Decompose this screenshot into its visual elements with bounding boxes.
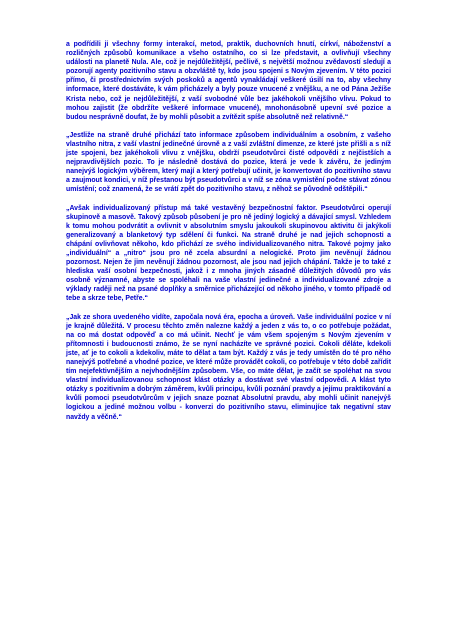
body-text xyxy=(66,40,391,431)
paragraph: „Jak ze shora uvedeného vidíte, započala nová éra, epocha a úroveň. Vaše individuální pozice v ní je krajně důležitá. V procesu těchto změn nalezne každý a jeden z vás to, o co potřebuje požádat, na co má dostat odpověď a co má učinit. Nechť je vám všem spojeným s Novým zjevením v přítomnosti i budoucnosti známo, že se nyní nacházíte ve správné pozici. Cokoli děláte, kdekoli jste, ať je to cokoli a kdekoliv, máte to dělat a tam být. Každý z vás je tedy umístěn do té pro něho nanejvýš potřebné a vhodné pozice, ve které může provádět cokoli, co potřebuje v této době zařídit tím nejefektivnějším a nejvhodnějším způsobem. Vše, co máte dělat, je začít se spoléhat na svou vlastní individualizovanou schopnost klást otázky a dostávat své vlastní odpovědi. A klást tyto otázky s pozitivním a dobrým záměrem, kvůli principu, kvůli poznání pravdy a jejímu praktikování a kvůli pomoci pseudotvůrcům v jejich snaze poznat Absolutní pravdu, aby mohli učinit nanejvýš logickou a jediné možnou volbu - konverzi do pozitivního stavu, eliminujíce tak negativní stav navždy a věčně.“ xyxy=(66,313,391,421)
paragraph: „Jestliže na straně druhé přichází tato informace způsobem individuálním a osobním, z vašeho vlastního nitra, z vaší vlastní jedinečné úrovně a z vaší zvláštní dimenze, ze které jste přišli a s níž jste spojeni, bez jakéhokoli vlivu z vnějšku, obdrží pseudotvůrci čisté odpovědi z nejčistších a nejpravdivějších pozic. To je následně dostává do pozice, která je vede k závěru, že jediným nanejvýš logickým výběrem, který mají a který potřebují učinit, je konvertovat do pozitivního stavu a zaujmout kondici, v níž přestanou být pseudotvůrci a v níž se zóna vymistění počne stávat zónou umístění; což znamená, že se vrátí zpět do pozitivního stavu, z něhož se původně odštěpili.“ xyxy=(66,131,391,194)
paragraph: „Avšak individualizovaný přístup má také vestavěný bezpečnostní faktor. Pseudotvůrci operují skupinově a masově. Takový způsob působení je pro ně jediný logický a dávající smysl. Vzhledem k tomu mohou podvrátit a ovlivnit v absolutním smyslu jakoukoli skupinovou aktivitu či jakýkoli generalizovaný a blanketový typ sdělení či funkci. Na straně druhé je nad jejich schopnosti a chápání ovlivňovat někoho, kdo přichází ze svého individualizovaného nitra. Takové pojmy jako „individuální“ a „nitro“ jsou pro ně zcela absurdní a nelogické. Proto jim nevěnují žádnou pozornost. Nejen že jim nevěnují žádnou pozornost, ale jsou nad jejich chápání. Takže je to také z hlediska vaší osobní bezpečnosti, jakož i z mnoha jiných zásadně důležitých důvodů pro vás osobně významné, abyste se spoléhali na vaše vlastní jedinečné a individualizované zdroje a výklady raději než na psané doplňky a směrnice přicházející od někoho jiného, v tomto případě od tebe a skrze tebe, Petře.“ xyxy=(66,204,391,303)
paragraph: a podřídili ji všechny formy interakcí, metod, praktik, duchovních hnutí, církví, náboženství a rozličných způsobů komunikace a všeho ostatního, co si lze představit, a ovlivňují všechny události na planetě Nula. Ale, což je nejdůležitější, pečlivě, s největší možnou zvědavostí sledují a pozorují agenty pozitivního stavu a obzvláště ty, kdo jsou spojeni s Novým zjevením. V této pozici přímo, či prostřednictvím svých poskoků a agentů vynakládají veškeré úsilí na to, aby všechny informace, které dostáváte, k vám přicházely a byly pouze vnucené z vnějšku, a ne od Pána Ježíše Krista nebo, což je nejdůležitější, z vaší svobodné vůle bez jakéhokoli vnějšího vlivu. Pokud to mohou zajistit (že obdržíte veškeré informace vnucené), mnohonásobně upevní své pozice a budou nesprávně doufat, že by mohli působit a zvítězit spíše absolutně než relativně.“ xyxy=(66,41,391,121)
